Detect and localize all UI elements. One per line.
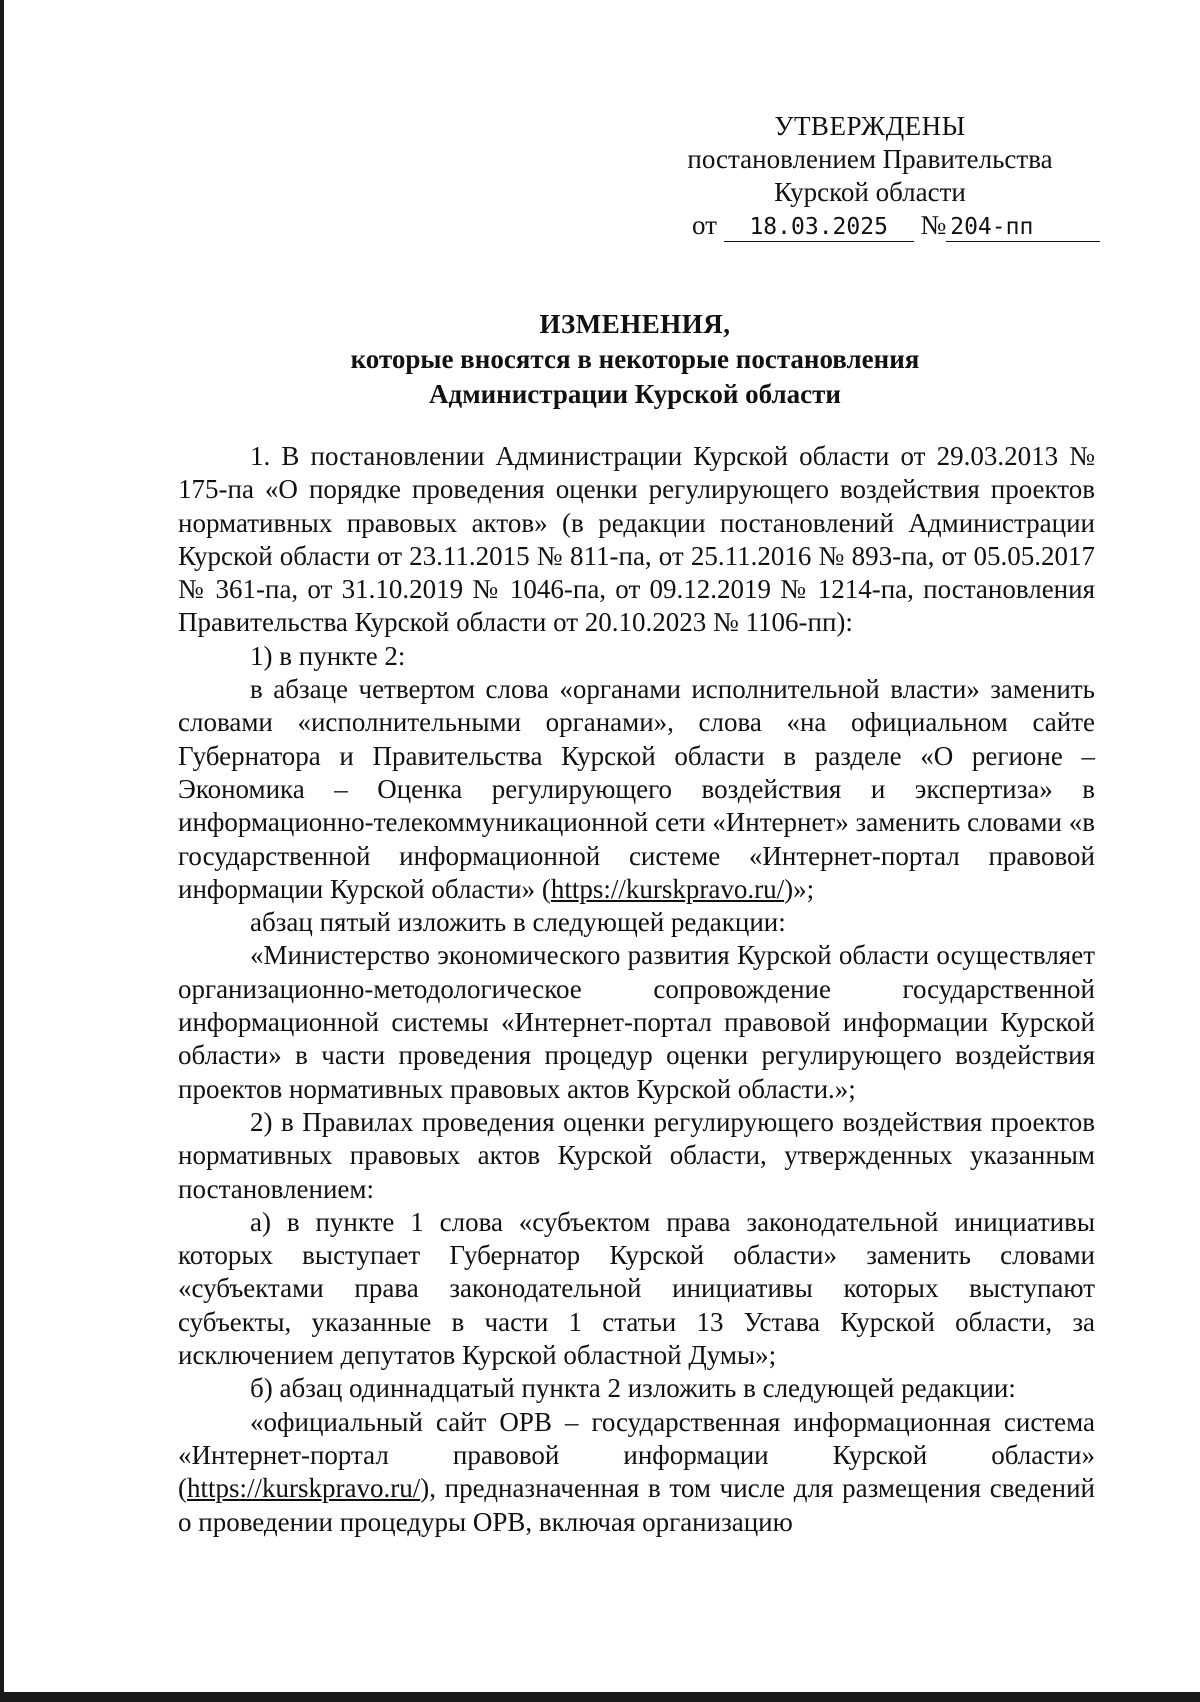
approval-line-2: Курской области	[774, 177, 966, 207]
paragraph-5: «Министерство экономического развития Курской области осуществляет организационно-методологическое сопровождение государственной информационной системы «Интернет-портал правовой информации Курской области» в части проведения процедур оценки регулирующего воздействия проектов нормативных правовых актов Курской области.»;	[178, 940, 1095, 1104]
approval-number: 204-пп	[946, 213, 1100, 242]
paragraph-6: 2) в Правилах проведения оценки регулирующего воздействия проектов нормативных правовых актов Курской области, утвержденных указанным постановлением:	[178, 1106, 1095, 1204]
approval-from-label: от	[692, 210, 717, 240]
paragraph-1: 1. В постановлении Администрации Курской области от 29.03.2013 № 175-па «О порядке проведения оценки регулирующего воздействия проектов нормативных правовых актов» (в редакции постановлений Администрации Курской области от 23.11.2015 № 811-па, от 25.11.2016 № 893-па, от 05.05.2017 № 361-па, от 31.10.2019 № 1046-па, от 09.12.2019 № 1214-па, постановления Правительства Курской области от 20.10.2023 № 1106-пп):	[178, 441, 1095, 638]
paragraph-9	[178, 1406, 1095, 1539]
paragraph-2: 1) в пункте 2:	[250, 640, 406, 671]
approval-line-1: постановлением Правительства	[687, 144, 1053, 174]
paragraph-3	[178, 673, 1095, 906]
paragraph-8: б) абзац одиннадцатый пункта 2 изложить в следующей редакции:	[250, 1373, 1016, 1404]
paragraph-4: абзац пятый изложить в следующей редакции:	[250, 907, 786, 938]
approval-number-sign: №	[920, 210, 947, 240]
approval-date: 18.03.2025	[724, 213, 914, 242]
approval-block	[660, 110, 1080, 242]
paragraph-3-tail: )»;	[784, 873, 815, 904]
title-sub-2: Администрации Курской области	[429, 379, 841, 409]
paragraph-9-text: «официальный сайт ОРВ – государственная информационная система «Интернет-портал правовой информации Курской области» (	[178, 1406, 1095, 1504]
approval-date-line	[660, 209, 1080, 242]
paragraph-7: а) в пункте 1 слова «субъектом права законодательной инициативы которых выступает Губернатор Курской области» заменить словами «субъектами права законодательной инициативы которых выступают субъекты, указанные в части 1 статьи 13 Устава Курской области, за исключением депутатов Курской областной Думы»;	[178, 1206, 1095, 1371]
kurskpravo-link[interactable]: https://kurskpravo.ru/	[550, 873, 785, 904]
paragraph-9-tail: ), предназначенная в том числе для размещения сведений о проведении процедуры ОРВ, включая организацию	[178, 1473, 1095, 1537]
document-body	[178, 440, 1095, 1539]
document-title	[160, 307, 1110, 412]
paragraph-3-text: в абзаце четвертом слова «органами исполнительной власти» заменить словами «исполнительными органами», слова «на официальном сайте Губернатора и Правительства Курской области в разделе «О регионе – Экономика – Оценка регулирующего воздействия и экспертиза» в информационно-телекоммуникационной сети «Интернет» заменить словами «в государственной информационной системе «Интернет-портал правовой информации Курской области» (	[178, 674, 1095, 904]
kurskpravo-link-2[interactable]: https://kurskpravo.ru/	[187, 1473, 421, 1504]
title-main: ИЗМЕНЕНИЯ,	[539, 309, 731, 339]
title-sub-1: которые вносятся в некоторые постановления	[350, 344, 920, 374]
approval-heading: УТВЕРЖДЕНЫ	[774, 111, 966, 141]
